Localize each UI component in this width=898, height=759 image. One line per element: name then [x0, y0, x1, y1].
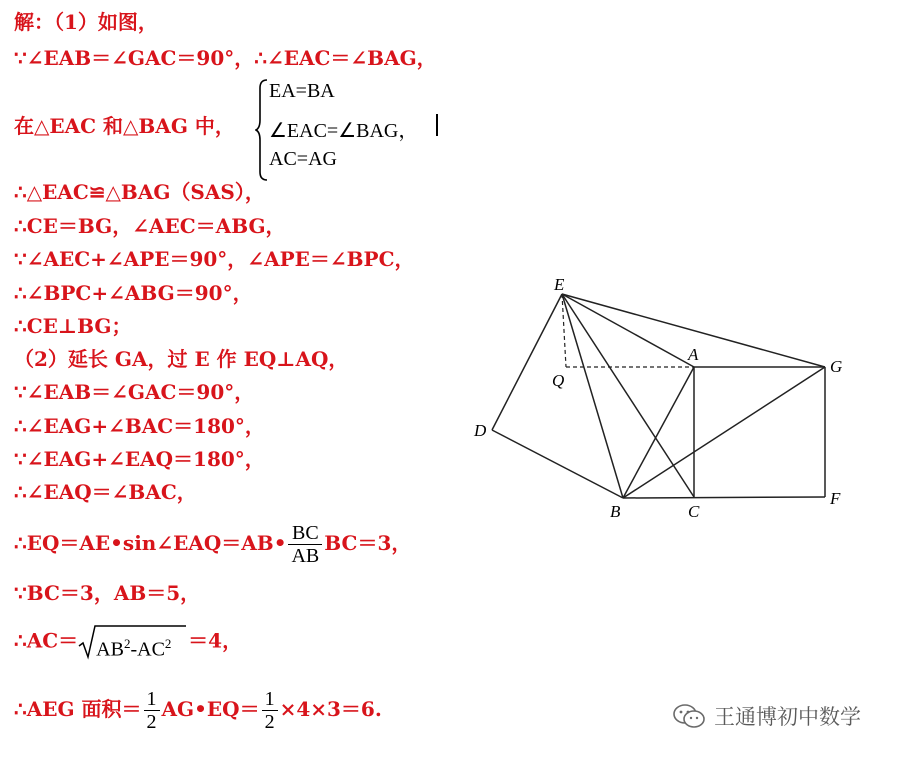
watermark — [672, 701, 861, 731]
geometry-figure — [470, 270, 870, 530]
line-14 — [14, 522, 411, 567]
square-root — [78, 624, 188, 660]
line-17-suffix: ×4×3＝6. — [279, 697, 382, 721]
line-15: ∵BC＝3，AB＝5， — [14, 581, 201, 605]
line-1: 解：（1）如图， — [14, 10, 158, 34]
brace-row-2: ∠EAC=∠BAG， — [269, 120, 419, 142]
fraction-numerator: 1 — [146, 688, 157, 710]
line-4: ∴△EAC≌△BAG（SAS）， — [14, 180, 265, 204]
segment-ED — [492, 294, 565, 430]
label-E: E — [554, 275, 565, 294]
line-8: ∴CE⊥BG； — [14, 314, 132, 338]
fraction-one-half-1 — [144, 688, 160, 733]
label-B: B — [610, 502, 621, 521]
line-11: ∴∠EAG+∠BAC＝180°， — [14, 414, 265, 438]
label-G: G — [830, 357, 843, 376]
text-cursor — [436, 114, 438, 136]
segment-BG — [623, 367, 825, 498]
label-C: C — [688, 502, 700, 521]
exponent-2: 2 — [164, 636, 172, 651]
segment-AB — [623, 367, 694, 498]
radicand — [96, 630, 171, 664]
wechat-icon — [672, 702, 706, 730]
line-6: ∵∠AEC+∠APE＝90°，∠APE＝∠BPC， — [14, 247, 415, 271]
brace-row-1: EA=BA — [269, 80, 335, 102]
brace-system — [255, 78, 455, 182]
line-12: ∵∠EAG+∠EAQ＝180°， — [14, 447, 265, 471]
line-16 — [14, 624, 242, 660]
fraction-numerator: 1 — [264, 688, 275, 710]
line-10: ∵∠EAB＝∠GAC＝90°， — [14, 380, 255, 404]
line-3: 在△EAC 和△BAG 中， — [14, 114, 235, 138]
segment-DB — [492, 430, 623, 498]
line-7: ∴∠BPC+∠ABG＝90°， — [14, 281, 253, 305]
line-2: ∵∠EAB＝∠GAC＝90°，∴∠EAC＝∠BAG， — [14, 46, 437, 70]
radicand-ab: AB — [96, 638, 124, 661]
label-F: F — [830, 489, 841, 508]
fraction-bc-ab — [288, 522, 322, 567]
segment-EB — [562, 294, 623, 498]
exponent-1: 2 — [123, 636, 131, 651]
left-brace-icon — [255, 78, 269, 182]
line-17 — [14, 688, 382, 733]
line-17-prefix: ∴AEG 面积＝ — [14, 697, 142, 721]
line-13: ∴∠EAQ＝∠BAC， — [14, 480, 197, 504]
radicand-ac: -AC — [130, 638, 165, 661]
label-A: A — [688, 345, 699, 364]
label-Q: Q — [552, 371, 565, 390]
brace-row-3: AC=AG — [269, 148, 337, 170]
fraction-denominator: AB — [288, 544, 322, 567]
line-17-mid: AG•EQ＝ — [161, 697, 260, 721]
fraction-denominator: 2 — [144, 710, 160, 733]
segment-BF — [623, 497, 825, 498]
line-9: （2）延长 GA，过 E 作 EQ⊥AQ， — [14, 347, 349, 371]
line-16-suffix: ＝4， — [188, 628, 243, 653]
segment-EA — [562, 294, 694, 367]
label-D: D — [474, 421, 487, 440]
fraction-one-half-2 — [262, 688, 278, 733]
fraction-numerator: BC — [292, 522, 319, 544]
line-14-suffix: BC＝3， — [324, 531, 412, 555]
watermark-text: 王通博初中数学 — [714, 705, 861, 729]
line-14-prefix: ∴EQ＝AE•sin∠EAQ＝AB• — [14, 531, 287, 555]
line-5: ∴CE＝BG，∠AEC＝ABG， — [14, 214, 286, 238]
line-16-prefix: ∴AC＝ — [14, 628, 79, 653]
fraction-denominator: 2 — [262, 710, 278, 733]
